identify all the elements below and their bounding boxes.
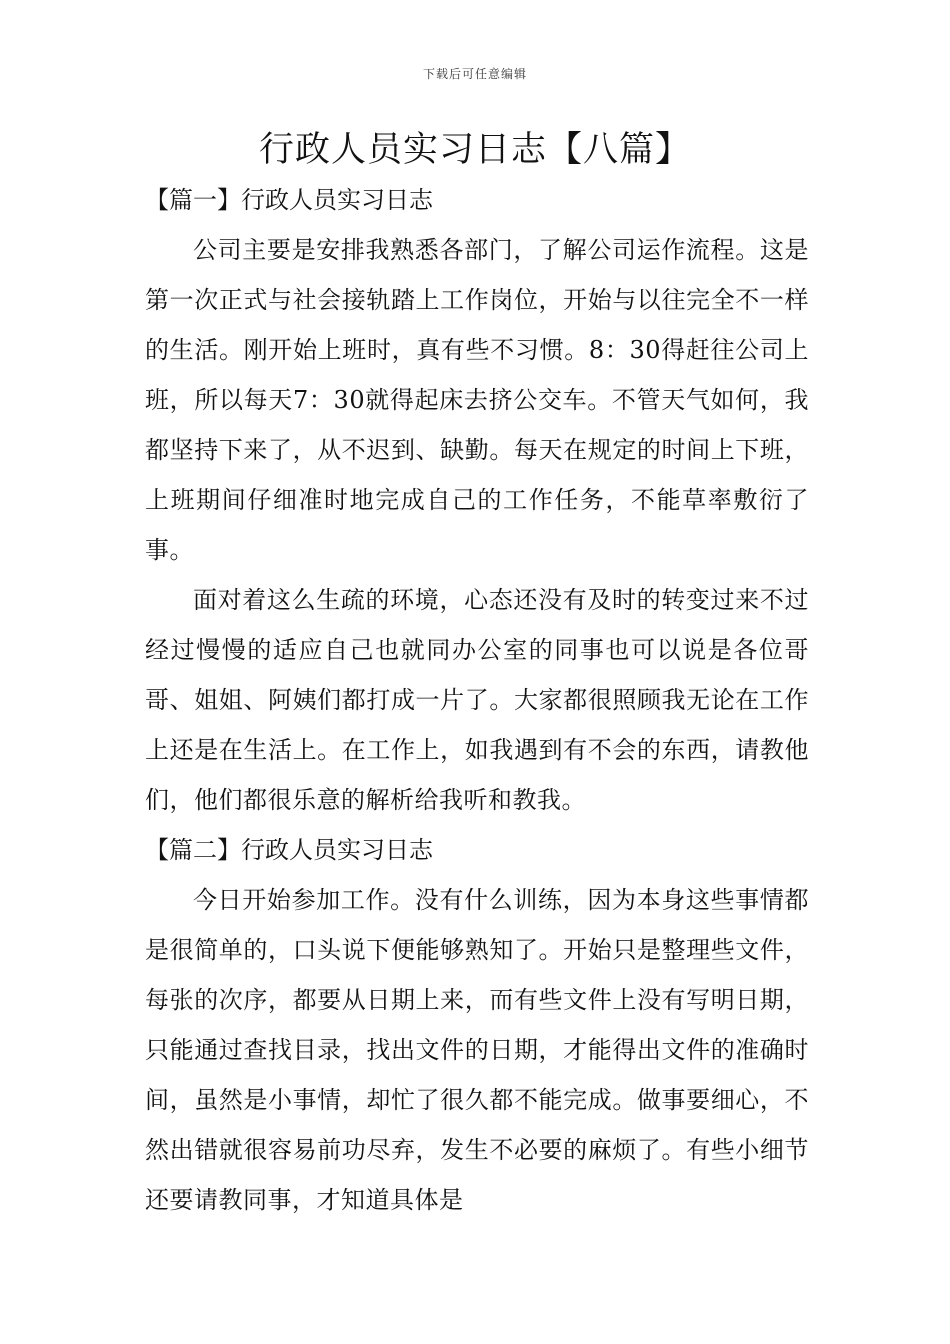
section-heading: 【篇一】行政人员实习日志 — [145, 186, 433, 214]
paragraph: 公司主要是安排我熟悉各部门，了解公司运作流程。这是第一次正式与社会接轨踏上工作岗位，开始与以往完全不一样的生活。刚开始上班时，真有些不习惯。8：30得赶往公司上班，所以每天7：30就得起床去挤公交车。不管天气如何，我都坚持下来了，从不迟到、缺勤。每天在规定的时间上下班，上班期间仔细准时地完成自己的工作任务，不能草率敷衍了事。 — [145, 236, 809, 564]
paragraph: 今日开始参加工作。没有什么训练，因为本身这些事情都是很简单的，口头说下便能够熟知了。开始只是整理些文件，每张的次序，都要从日期上来，而有些文件上没有写明日期，只能通过查找目录，找出文件的日期，才能得出文件的准确时间，虽然是小事情，却忙了很久都不能完成。做事要细心，不然出错就很容易前功尽弃，发生不必要的麻烦了。有些小细节还要请教同事，才知道具体是 — [145, 886, 809, 1214]
section-1 — [145, 175, 809, 825]
section-heading: 【篇二】行政人员实习日志 — [145, 836, 433, 864]
paragraph: 面对着这么生疏的环境，心态还没有及时的转变过来不过经过慢慢的适应自己也就同办公室的同事也可以说是各位哥哥、姐姐、阿姨们都打成一片了。大家都很照顾我无论在工作上还是在生活上。在工作上，如我遇到有不会的东西，请教他们，他们都很乐意的解析给我听和教我。 — [145, 586, 809, 814]
header-note: 下载后可任意编辑 — [422, 67, 527, 81]
document-body — [145, 175, 809, 1225]
section-2 — [145, 825, 809, 1225]
document-title: 行政人员实习日志【八篇】 — [258, 130, 691, 170]
